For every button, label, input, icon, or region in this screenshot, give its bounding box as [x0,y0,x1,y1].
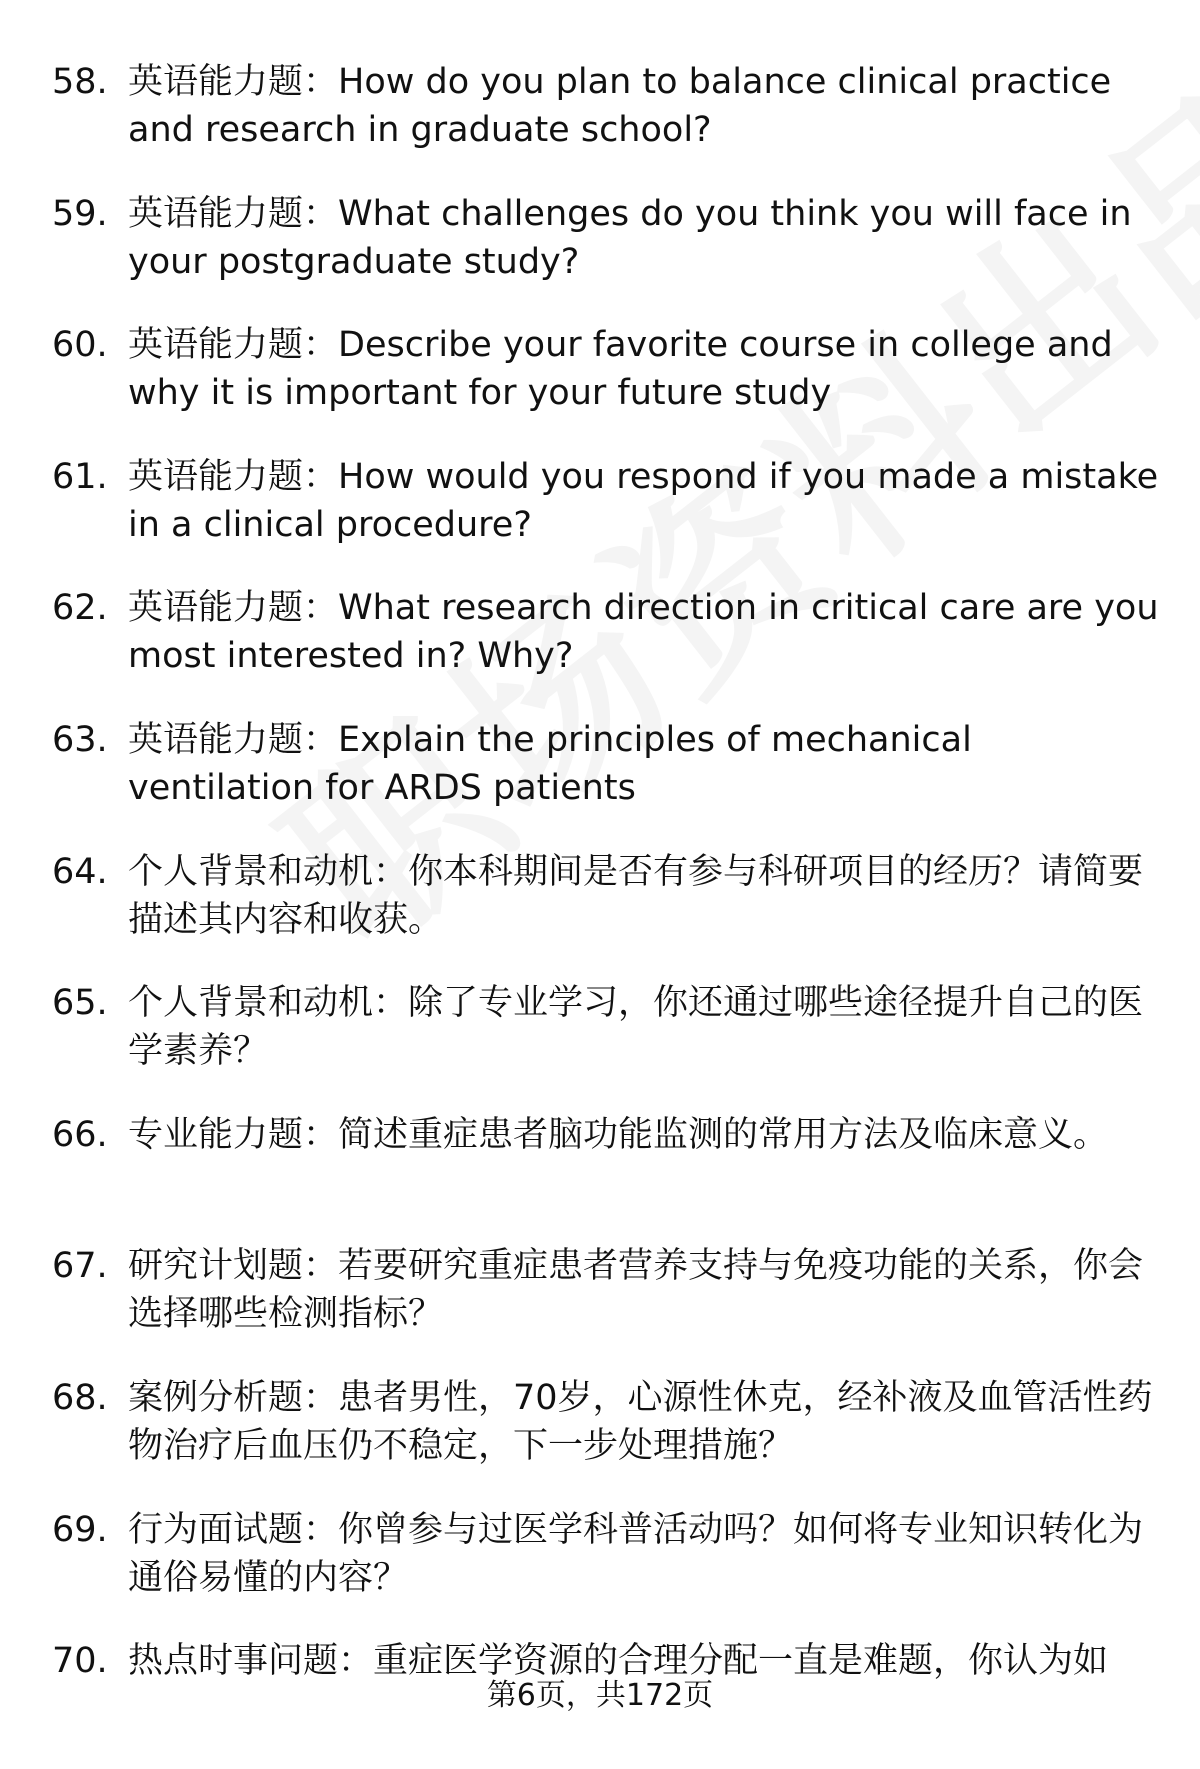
question-text: 案例分析题：患者男性，70岁，心源性休克，经补液及血管活性药物治疗后血压仍不稳定，下一步处理措施？ [128,1377,1153,1466]
question-text: 英语能力题：What challenges do you think you will face in your postgraduate study? [128,193,1132,282]
question-text: 研究计划题：若要研究重症患者营养支持与免疫功能的关系，你会选择哪些检测指标？ [128,1246,1144,1335]
question-item-61 [0,453,1200,585]
question-text: 热点时事问题：重症医学资源的合理分配一直是难题，你认为如 [128,1641,1109,1682]
question-number: 63. [52,719,108,760]
page-footer: 第6页，共172页 [486,1678,714,1713]
question-number: 64. [52,851,108,892]
question-number: 59. [52,193,108,234]
question-text: 行为面试题：你曾参与过医学科普活动吗？如何将专业知识转化为通俗易懂的内容？ [128,1509,1144,1598]
question-item-67 [0,1242,1200,1374]
question-text: 英语能力题：How would you respond if you made a mistake in a clinical procedure? [128,456,1159,545]
question-item-68 [0,1374,1200,1506]
question-number: 62. [52,588,108,629]
question-text: 英语能力题：Explain the principles of mechanical ventilation for ARDS patients [128,719,972,808]
question-text: 个人背景和动机：除了专业学习，你还通过哪些途径提升自己的医学素养？ [128,983,1144,1072]
question-text: 个人背景和动机：你本科期间是否有参与科研项目的经历？请简要描述其内容和收获。 [128,851,1144,940]
question-number: 67. [52,1246,108,1287]
question-item-64 [0,848,1200,980]
question-item-63 [0,716,1200,848]
question-item-58 [0,58,1200,190]
question-item-59 [0,190,1200,322]
question-item-62 [0,584,1200,716]
question-number: 65. [52,983,108,1024]
question-number: 60. [52,325,108,366]
question-number: 61. [52,456,108,497]
question-item-66 [0,1111,1200,1243]
question-number: 58. [52,62,108,102]
question-text: 英语能力题：How do you plan to balance clinical practice and research in graduate school? [128,62,1112,150]
question-item-65 [0,979,1200,1111]
question-number: 66. [52,1114,108,1155]
question-item-60 [0,321,1200,453]
question-number: 68. [52,1377,108,1418]
question-text: 专业能力题：简述重症患者脑功能监测的常用方法及临床意义。 [128,1114,1109,1155]
question-list [0,58,1200,1769]
question-item-69 [0,1506,1200,1638]
question-text: 英语能力题：Describe your favorite course in college and why it is important for your future study [128,325,1113,414]
question-number: 69. [52,1509,108,1550]
question-text: 英语能力题：What research direction in critical care are you most interested in? Why? [128,588,1159,677]
question-number: 70. [52,1641,108,1682]
